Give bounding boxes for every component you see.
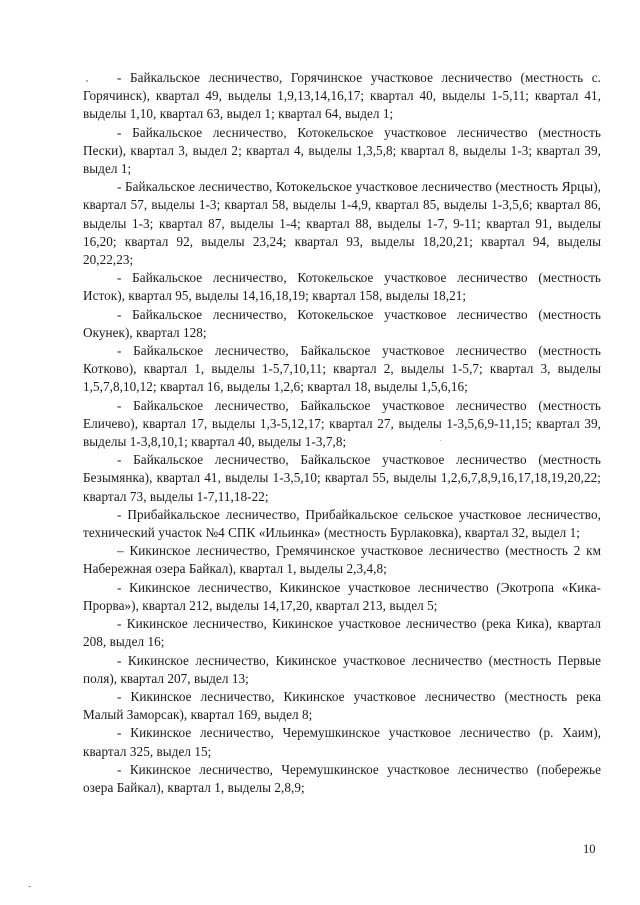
paragraph: – Кикинское лесничество, Гремячинское участковое лесничество (местность 2 км Набережная озера Байкал), квартал 1, выделы 2,3,4,8; [83,543,601,577]
page-number: 10 [583,842,596,856]
paragraph: - Кикинское лесничество, Черемушкинское участковое лесничество (побережье озера Байкал), квартал 1, выделы 2,8,9; [83,761,601,795]
paragraph: - Прибайкальское лесничество, Прибайкальское сельское участковое лесничество, технический участок №4 СПК «Ильинка» (местность Бурлаковка), квартал 32, выдел 1; [83,506,601,541]
paragraph: - Байкальское лесничество, Котокельское участковое лесничество (местность Пески), квартал 3, выдел 2; квартал 4, выделы 1,3,5,8; квартал 8, выделы 1-3; квартал 39, выдел 1; [83,124,601,177]
paragraph: - Байкальское лесничество, Байкальское участковое лесничество (местность Еличево), квартал 17, выделы 1,3-5,12,17; квартал 27, выделы 1-3,5,6,9-11,15; квартал 39, выделы 1-3,8,10,1; квартал 40, выделы 1-3,7,8; [83,397,601,450]
scan-artifact [440,440,441,441]
document-body [83,69,601,797]
paragraph: - Байкальское лесничество, Байкальское участковое лесничество (местность Безымянка), квартал 41, выделы 1-3,5,10; квартал 55, выделы 1,2,6,7,8,9,16,17,18,19,20,22; квартал 73, выделы 1-7,11,18-22; [83,452,601,504]
paragraph: - Кикинское лесничество, Кикинское участковое лесничество (местность Первые поля), квартал 207, выдел 13; [83,652,601,686]
paragraph: - Кикинское лесничество, Кикинское участковое лесничество (Экотропа «Кика-Прорва»), квартал 212, выделы 14,17,20, квартал 213, выдел 5; [83,579,601,613]
paragraph: - Кикинское лесничество, Кикинское участковое лесничество (река Кика), квартал 208, выдел 16; [83,616,601,650]
scan-artifact [28,886,31,887]
paragraph: - Байкальское лесничество, Байкальское участковое лесничество (местность Котково), квартал 1, выделы 1-5,7,10,11; квартал 2, выделы 1-5,7; квартал 3, выделы 1,5,7,8,10,12; квартал 16, выделы 1,2,6; квартал 18, выделы 1,5,6,16; [83,343,601,395]
scan-artifact [86,80,88,82]
paragraph: - Байкальское лесничество, Горячинское участковое лесничество (местность с. Горячинск), квартал 49, выделы 1,9,13,14,16,17; квартал 40, выделы 1-5,11; квартал 41, выделы 1,10, квартал 63, выдел 1; квартал 64, выдел 1; [83,70,601,122]
paragraph: - Байкальское лесничество, Котокельское участковое лесничество (местность Окунек), квартал 128; [83,306,601,340]
paragraph: - Кикинское лесничество, Черемушкинское участковое лесничество (р. Хаим), квартал 325, выдел 15; [83,725,601,759]
paragraph: - Байкальское лесничество, Котокельское участковое лесничество (местность Ярцы), квартал 57, выделы 1-3; квартал 58, выделы 1-4,9, квартал 85, выделы 1-3,5,6; квартал 86, выделы 1-3; квартал 87, выделы 1-4; квартал 88, выделы 1-7, 9-11; квартал 91, выделы 16,20; квартал 92, выделы 23,24; квартал 93, выделы 18,20,21; квартал 94, выделы 20,22,23; [83,179,601,268]
paragraph: - Байкальское лесничество, Котокельское участковое лесничество (местность Исток), квартал 95, выделы 14,16,18,19; квартал 158, выделы 18,21; [83,270,601,304]
paragraph: - Кикинское лесничество, Кикинское участковое лесничество (местность река Малый Заморсак), квартал 169, выдел 8; [83,688,601,723]
